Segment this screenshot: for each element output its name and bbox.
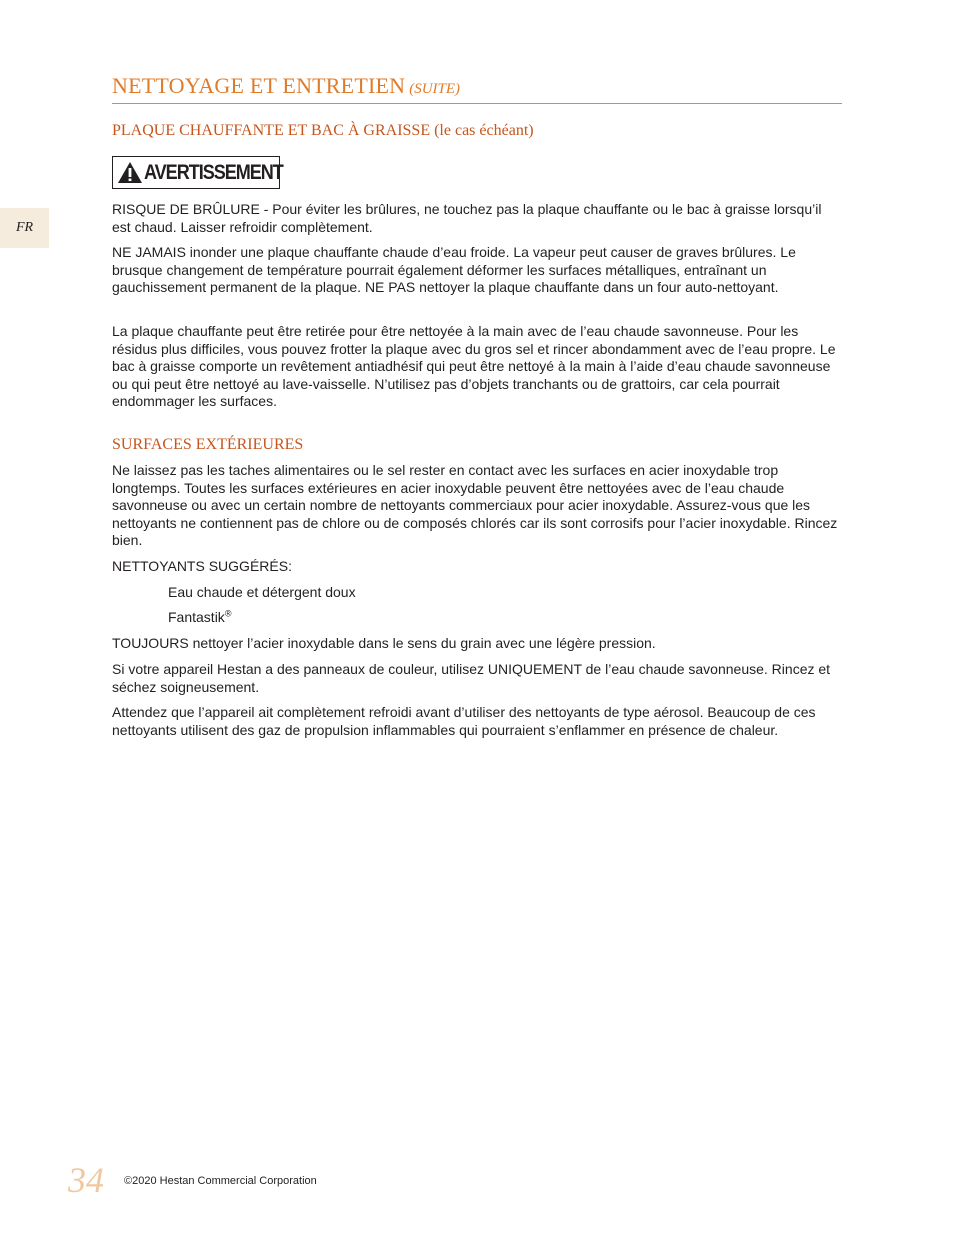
cleaner-item-label: Fantastik [168,609,225,625]
cleaner-item [168,609,768,627]
suggested-cleaners-label: NETTOYANTS SUGGÉRÉS: [112,558,292,574]
griddle-burn-warning: RISQUE DE BRÛLURE - Pour éviter les brûlures, ne touchez pas la plaque chauffante ou le bac à graisse lorsqu’il est chaud. Laisser refroidir complètement. [112,201,822,235]
warning-label: AVERTISSEMENT [144,160,283,184]
section-title: NETTOYAGE ET ENTRETIEN [112,73,406,98]
grain-direction-note: TOUJOURS nettoyer l’acier inoxydable dans le sens du grain avec une légère pression. [112,635,656,651]
warning-triangle-icon [117,161,143,184]
registered-trademark: ® [224,608,232,619]
griddle-flood-warning: NE JAMAIS inonder une plaque chauffante chaude d’eau froide. La vapeur peut causer de graves brûlures. Le brusque changement de température pourrait également déformer les surfaces métalliques, entraînant un gauchissement permanent de la plaque. NE PAS nettoyer la plaque chauffante dans un four auto-nettoyant. [112,244,796,296]
section-title-suffix: (SUITE) [409,81,461,97]
language-tab-label: FR [15,220,34,235]
color-panels-note: Si votre appareil Hestan a des panneaux de couleur, utilisez UNIQUEMENT de l’eau chaude savonneuse. Rincez et séchez soigneusement. [112,661,831,695]
griddle-cleaning-instructions: La plaque chauffante peut être retirée pour être nettoyée à la main avec de l’eau chaude savonneuse. Pour les résidus plus difficiles, vous pouvez frotter la plaque avec du gros sel et rincer abondamment avec de l’eau propre. Le bac à graisse comporte un revêtement antiadhésif qui peut être nettoyé à la main à l’aide d’eau chaude savonneuse ou qui peut être nettoyé au lave-vaisselle. N’utilisez pas d’objets tranchants ou de grattoirs, car cela pourrait endommager les surfaces. [112,323,836,410]
aerosol-warning: Attendez que l’appareil ait complètement refroidi avant d’utiliser des nettoyants de type aérosol. Beaucoup de ces nettoyants utilisent des gaz de propulsion inflammables qui pourraient s’enflammer en présence de chaleur. [112,704,816,738]
section-header [112,73,842,104]
warning-label-box [112,156,283,189]
page-number: 34 [68,1160,104,1200]
copyright-notice: ©2020 Hestan Commercial Corporation [124,1175,317,1187]
cleaner-item: Eau chaude et détergent doux [168,584,356,600]
language-tab [0,208,49,248]
exterior-intro: Ne laissez pas les taches alimentaires ou le sel rester en contact avec les surfaces en acier inoxydable trop longtemps. Toutes les surfaces extérieures en acier inoxydable peuvent être nettoyées avec de l’eau chaude savonneuse ou avec un certain nombre de nettoyants commerciaux pour acier inoxydable. Assurez-vous que les nettoyants ne contiennent pas de chlore ou de composés chlorés car ils sont corrosifs pour l’acier inoxydable. Rincez bien. [112,462,838,549]
griddle-heading: PLAQUE CHAUFFANTE ET BAC À GRAISSE (le cas échéant) [112,122,534,139]
exterior-heading: SURFACES EXTÉRIEURES [112,436,304,453]
